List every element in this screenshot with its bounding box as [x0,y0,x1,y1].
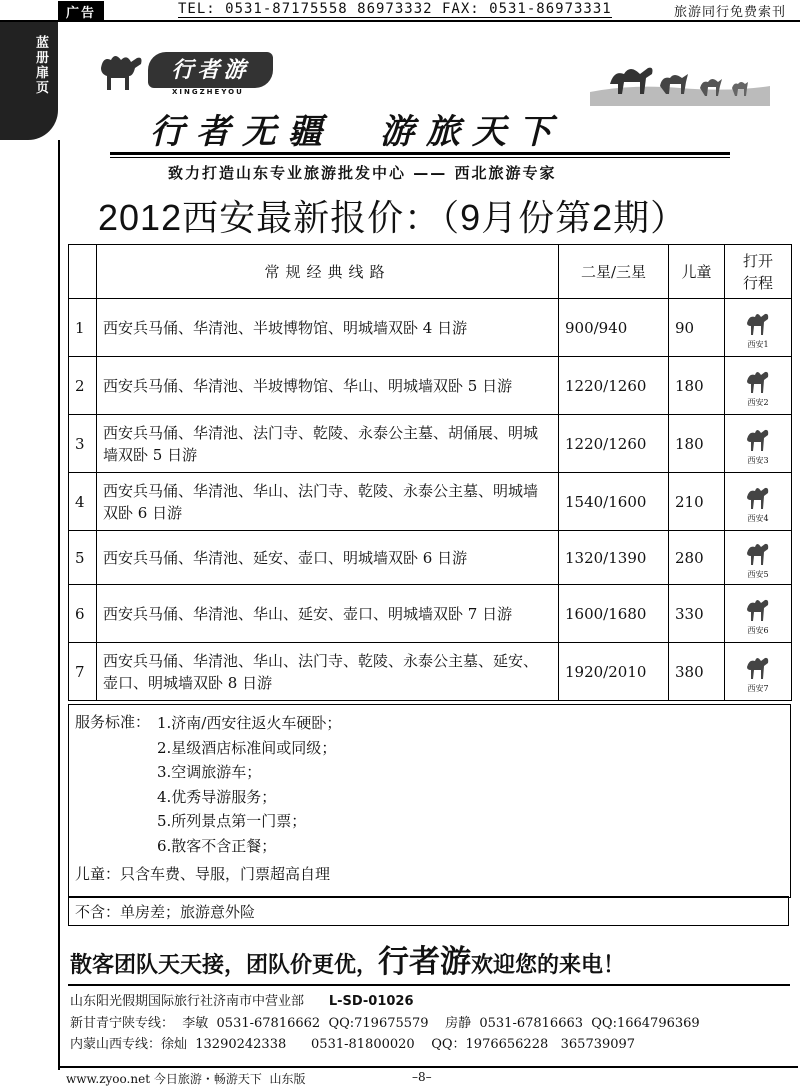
brand-logo-sub: XINGZHEYOU [172,88,244,96]
bottom-rule [58,1066,798,1068]
itinerary-label: 西安3 [747,455,769,465]
header-open [725,245,792,299]
child-note: 儿童：只含车费、导服，门票超高自理 [75,865,331,883]
service-label: 服务标准： [75,713,151,731]
service-item: 5.所列景点第一门票； [157,812,307,830]
header-child: 儿童 [669,245,725,299]
row-number: 6 [69,585,97,643]
itinerary-label: 西安5 [747,569,769,579]
camel-icon [743,365,773,397]
footer-contact-block [70,991,700,1056]
camel-caravan-icon [590,44,770,106]
cta-rule [68,984,790,986]
row-route: 西安兵马俑、华清池、华山、法门寺、乾陵、永泰公主墓、明城墙双卧 6 日游 [97,473,559,531]
open-itinerary-cell[interactable] [725,531,792,585]
service-item: 6.散客不含正餐； [157,836,277,855]
header-route: 常规经典线路 [97,245,559,299]
itinerary-label: 西安4 [747,513,769,523]
banner-title: 行者无疆 游旅天下 [150,112,564,152]
camel-logo-icon [95,46,147,94]
open-itinerary-cell[interactable] [725,299,792,357]
side-tab-label: 蓝册扉页 [36,36,50,96]
row-number: 2 [69,357,97,415]
row-route: 西安兵马俑、华清池、半坡博物馆、华山、明城墙双卧 5 日游 [97,357,559,415]
camel-icon [743,307,773,339]
itinerary-label: 西安6 [747,625,769,635]
service-item: 2.星级酒店标准间或同级； [157,738,337,757]
table-row [69,585,792,643]
ad-tag: 广告 [58,1,104,22]
row-child-price: 180 [669,415,725,473]
top-contact-line: TEL: 0531-87175558 86973332 FAX: 0531-86973331 [178,1,612,17]
license-number: L-SD-01026 [328,994,414,1009]
service-item: 1.济南/西安往返火车硬卧； [157,714,342,732]
page-number: –8– [412,1070,432,1084]
header-open-label: 打开行程 [742,251,773,292]
row-price: 1220/1260 [559,415,669,473]
service-item: 4.优秀导游服务； [157,787,277,806]
camel-icon [743,537,773,569]
row-child-price: 90 [669,299,725,357]
itinerary-label: 西安7 [747,683,769,693]
open-itinerary-button[interactable] [738,423,778,465]
open-itinerary-button[interactable] [738,365,778,407]
cta-part2: 欢迎您的来电！ [471,953,626,978]
open-itinerary-cell[interactable] [725,643,792,701]
camel-icon [743,651,773,683]
service-item: 3.空调旅游车； [157,763,262,781]
row-route: 西安兵马俑、华清池、华山、延安、壶口、明城墙双卧 7 日游 [97,585,559,643]
row-number: 5 [69,531,97,585]
banner-rule-thin [110,157,730,158]
left-rule [58,140,60,1070]
row-number: 3 [69,415,97,473]
table-row [69,357,792,415]
banner-rule [110,152,730,155]
contact-line-2: 内蒙山西专线：徐灿 13290242338 0531-81800020 QQ：1976656228 365739097 [70,1037,636,1052]
open-itinerary-cell[interactable] [725,415,792,473]
row-number: 1 [69,299,97,357]
page-title: 2012西安最新报价：（9月份第2期） [98,197,688,238]
call-to-action [70,936,625,981]
row-price: 1320/1390 [559,531,669,585]
contact-line-1: 新甘青宁陕专线： 李敏 0531-67816662 QQ:719675579 房静 0531-67816663 QQ:1664796369 [70,1015,700,1031]
exclude-box: 不含：单房差；旅游意外险 [68,896,789,926]
top-bar [0,0,800,22]
row-price: 1220/1260 [559,357,669,415]
row-number: 7 [69,643,97,701]
row-price: 1600/1680 [559,585,669,643]
row-price: 900/940 [559,299,669,357]
row-route: 西安兵马俑、华清池、华山、法门寺、乾陵、永泰公主墓、延安、壶口、明城墙双卧 8 日游 [97,643,559,701]
table-row [69,415,792,473]
row-child-price: 180 [669,357,725,415]
row-child-price: 210 [669,473,725,531]
row-price: 1920/2010 [559,643,669,701]
brand-logo: 行者游 [148,52,273,88]
open-itinerary-cell[interactable] [725,473,792,531]
header-price: 二星/三星 [559,245,669,299]
open-itinerary-cell[interactable] [725,585,792,643]
route-price-table [68,244,792,701]
open-itinerary-button[interactable] [738,307,778,349]
slogan: 致力打造山东专业旅游批发中心 —— 西北旅游专家 [168,164,557,182]
row-number: 4 [69,473,97,531]
bottom-site-line: www.zyoo.net 今日旅游・畅游天下 山东版 [66,1072,306,1086]
open-itinerary-button[interactable] [738,537,778,579]
row-child-price: 380 [669,643,725,701]
row-route: 西安兵马俑、华清池、延安、壶口、明城墙双卧 6 日游 [97,531,559,585]
open-itinerary-button[interactable] [738,593,778,635]
camel-icon [743,481,773,513]
itinerary-label: 西安1 [747,339,769,349]
open-itinerary-cell[interactable] [725,357,792,415]
service-list [157,711,341,858]
table-row [69,299,792,357]
publication-label: 旅游同行免费索刊 [673,5,786,20]
row-child-price: 330 [669,585,725,643]
camel-icon [743,593,773,625]
row-price: 1540/1600 [559,473,669,531]
camel-icon [743,423,773,455]
table-header-row [69,245,792,299]
side-tab [0,22,58,140]
open-itinerary-button[interactable] [738,651,778,693]
header-index-cell [69,245,97,299]
table-row [69,643,792,701]
open-itinerary-button[interactable] [738,481,778,523]
table-row [69,531,792,585]
row-route: 西安兵马俑、华清池、法门寺、乾陵、永泰公主墓、胡俑展、明城墙双卧 5 日游 [97,415,559,473]
agency-name: 山东阳光假期国际旅行社济南市中营业部 [70,994,305,1009]
row-route: 西安兵马俑、华清池、半坡博物馆、明城墙双卧 4 日游 [97,299,559,357]
itinerary-label: 西安2 [747,397,769,407]
cta-brand: 行者游 [378,944,472,980]
row-child-price: 280 [669,531,725,585]
service-box [68,704,791,898]
table-row [69,473,792,531]
cta-part1: 散客团队天天接，团队价更优， [70,953,379,978]
